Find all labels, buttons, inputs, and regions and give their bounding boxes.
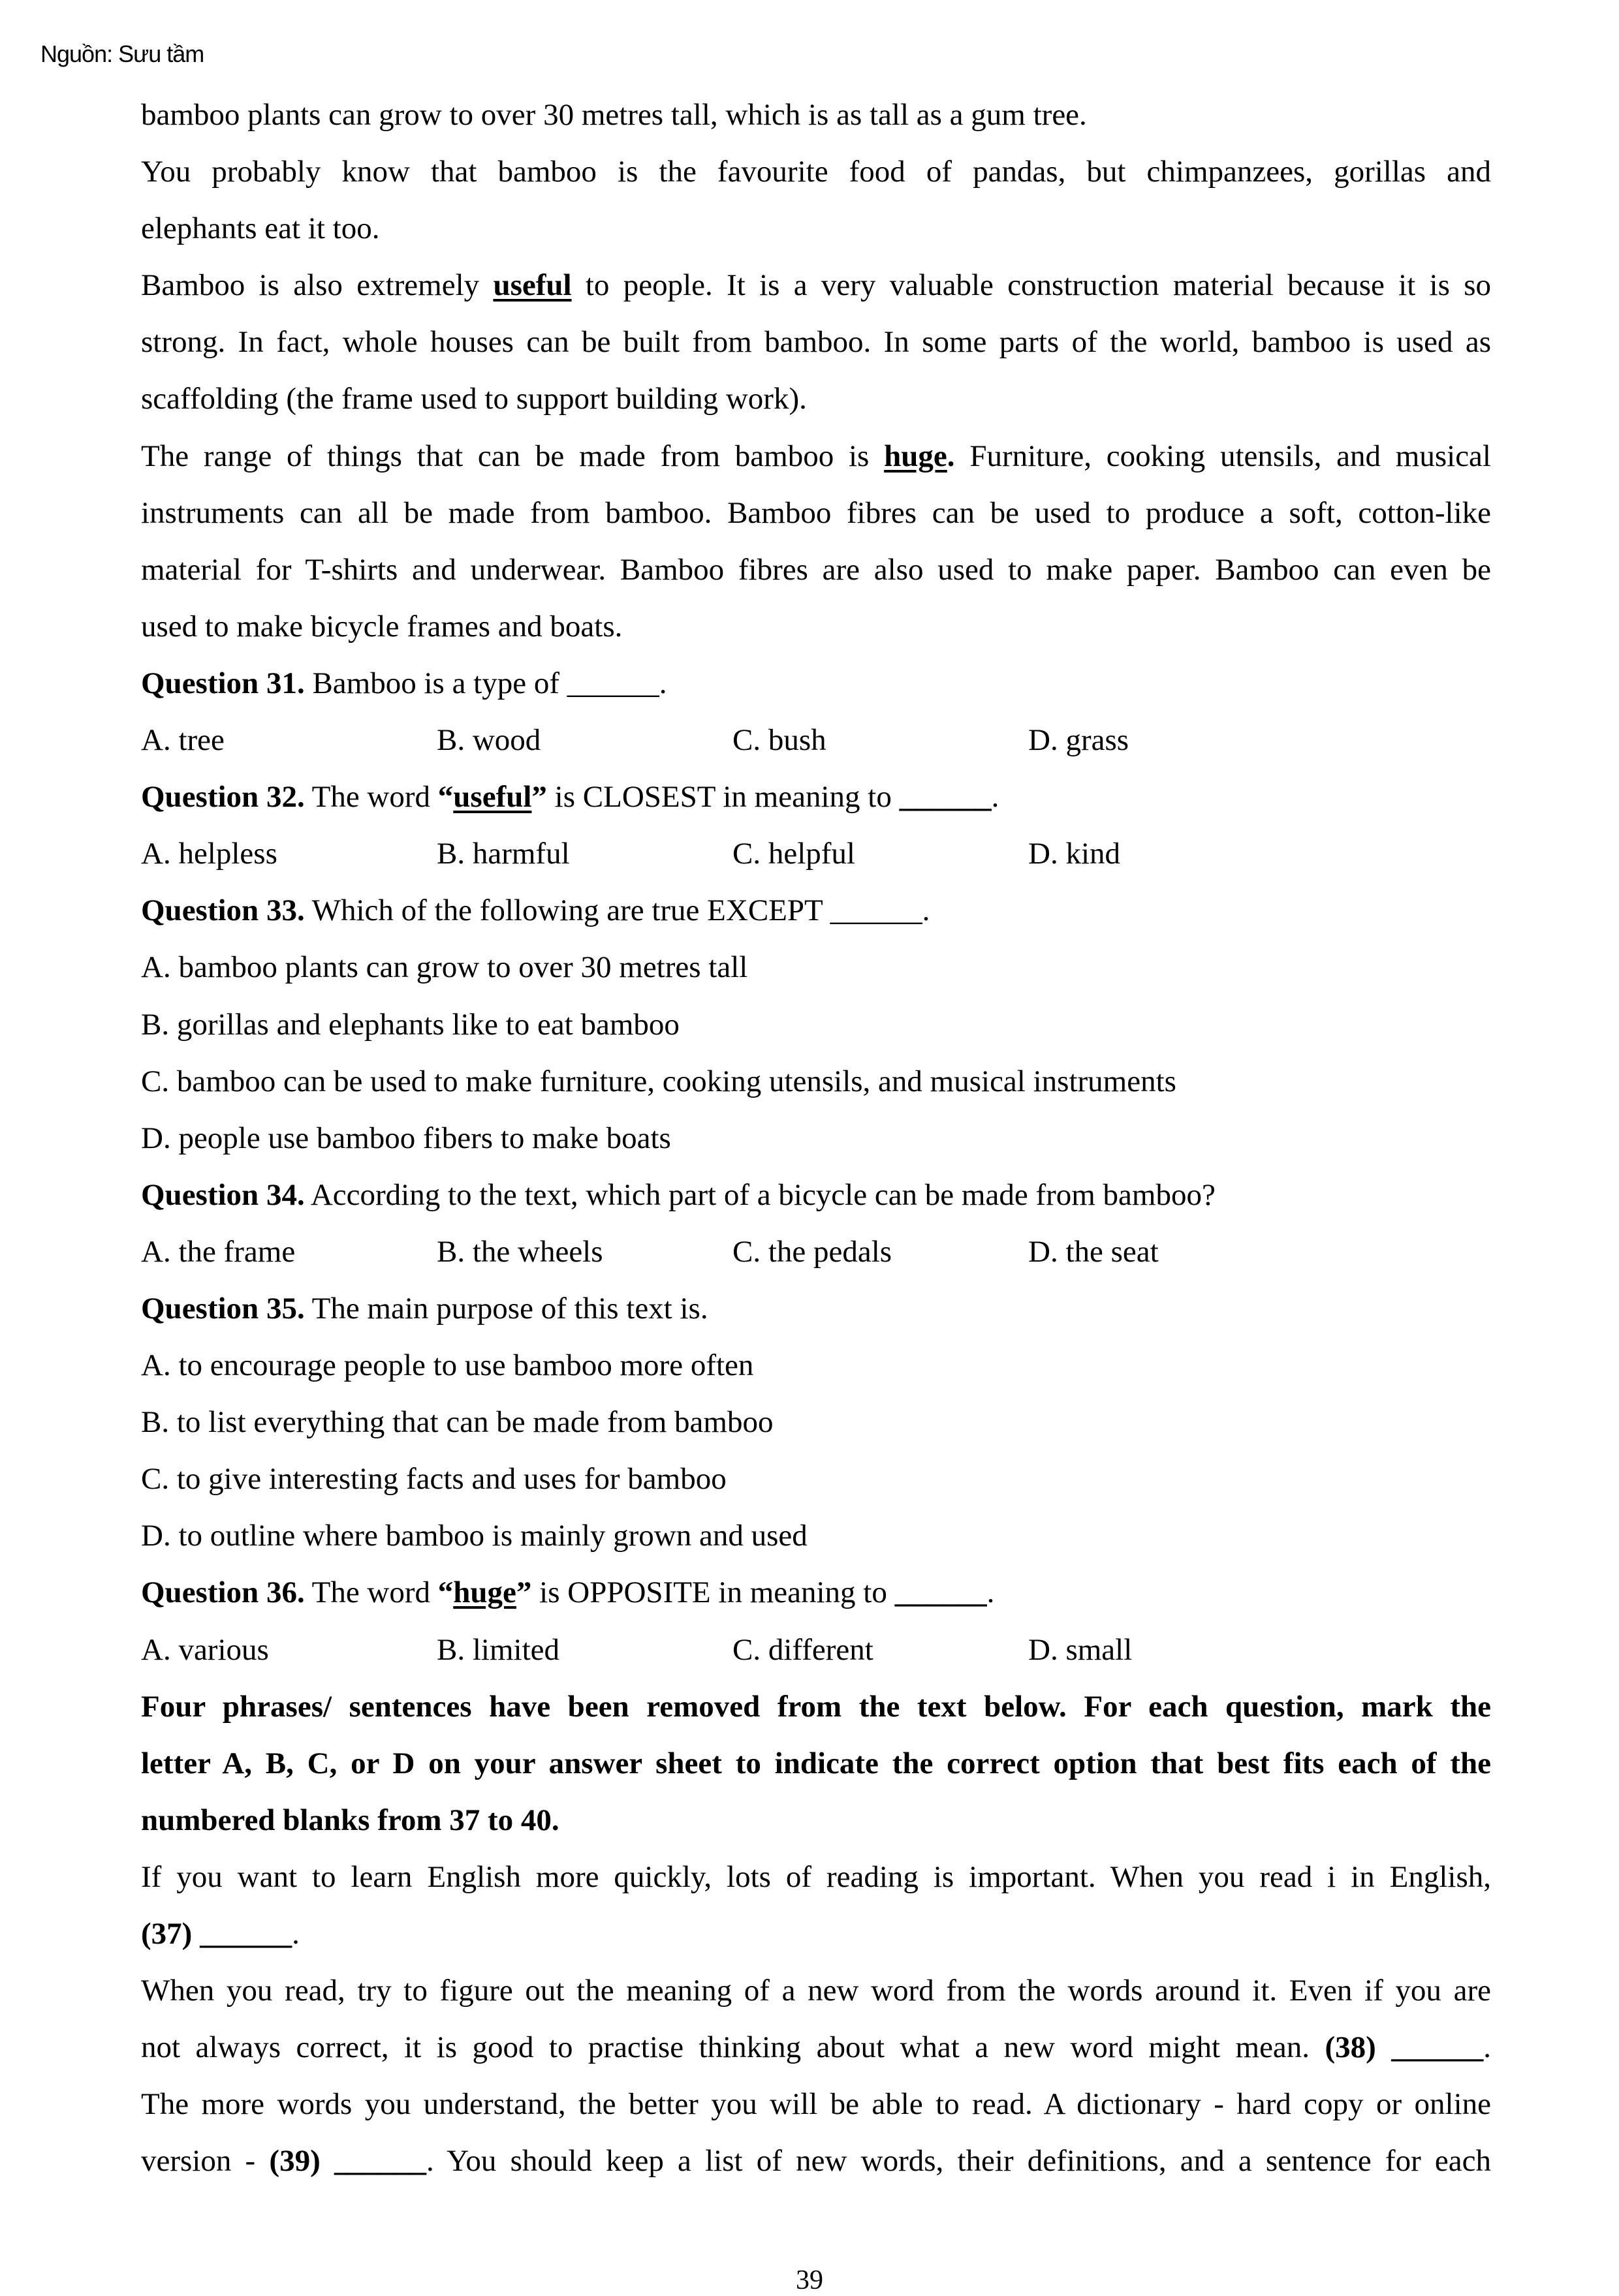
text-line (141, 2076, 1491, 2133)
text-segment: The range of things that can be made from bamboo is (141, 439, 885, 473)
text-segment: . (986, 1575, 995, 1610)
text-segment: ” (531, 780, 547, 814)
text-segment: Question 31. (141, 666, 305, 700)
text-line (141, 1564, 1491, 1621)
text-segment: strong. In fact, whole houses can be built from bamboo. In some parts of the world, bamboo is used as (141, 325, 1491, 360)
text-line (141, 1849, 1491, 1906)
text-segment: ______ (200, 1917, 292, 1951)
text-segment: Which of the following are true EXCEPT ______. (304, 893, 930, 928)
text-segment (192, 1917, 200, 1951)
text-segment: Question 36. (141, 1575, 305, 1610)
text-segment: Question 35. (141, 1291, 305, 1326)
text-line (141, 1735, 1491, 1792)
text-line (141, 87, 1491, 144)
text-segment: version - (141, 2144, 270, 2179)
text-segment: instruments can all be made from bamboo. Bamboo fibres can be used to produce a soft, cotton-like (141, 495, 1491, 530)
answer-option: D. the seat (1028, 1234, 1159, 1269)
text-segment: ______ (1391, 2030, 1484, 2065)
text-line (141, 1451, 1491, 1508)
text-line (141, 485, 1491, 542)
text-segment: The main purpose of this text is. (304, 1291, 708, 1326)
text-segment: B. to list everything that can be made from bamboo (141, 1405, 774, 1440)
text-segment: Four phrases/ sentences have been removed from the text below. For each question, mark the (141, 1689, 1491, 1724)
text-line (141, 1280, 1491, 1337)
text-segment: (38) (1325, 2030, 1376, 2065)
text-segment: C. bamboo can be used to make furniture, cooking utensils, and musical instruments (141, 1064, 1176, 1098)
text-segment: ______ (894, 1575, 987, 1610)
answer-options-row (141, 712, 1491, 769)
text-segment: letter A, B, C, or D on your answer sheet to indicate the correct option that best fits each of the (141, 1746, 1491, 1780)
text-line (141, 257, 1491, 314)
text-segment: . (1483, 2030, 1492, 2065)
text-line (141, 1792, 1491, 1849)
text-segment: useful (493, 268, 572, 303)
text-segment: is CLOSEST in meaning to (546, 780, 900, 814)
text-line (141, 1508, 1491, 1564)
text-segment: ______ (899, 780, 992, 814)
text-segment: scaffolding (the frame used to support building work). (141, 382, 807, 416)
text-line (141, 1906, 1491, 1962)
page-number: 39 (796, 2265, 823, 2295)
text-line (141, 371, 1491, 427)
text-line (141, 769, 1491, 826)
text-segment: material for T-shirts and underwear. Bamboo fibres are also used to make paper. Bamboo can even be (141, 552, 1491, 587)
text-segment: huge (884, 439, 947, 473)
answer-option: B. wood (437, 723, 541, 758)
text-segment: C. to give interesting facts and uses for bamboo (141, 1462, 727, 1497)
answer-option: A. various (141, 1632, 269, 1667)
text-segment: “ (437, 1575, 454, 1610)
text-segment: B. gorillas and elephants like to eat bamboo (141, 1007, 680, 1042)
text-line (141, 2133, 1491, 2190)
document-body (141, 87, 1491, 2190)
text-segment (1376, 2030, 1391, 2064)
text-segment: The word (304, 1575, 438, 1610)
text-segment: Furniture, cooking utensils, and musical (954, 439, 1491, 473)
text-segment: . (991, 780, 999, 814)
text-segment: not always correct, it is good to practise thinking about what a new word might mean. (141, 2030, 1325, 2065)
answer-options-row (141, 1224, 1491, 1280)
text-segment: huge (453, 1575, 516, 1610)
answer-options-row (141, 1622, 1491, 1679)
answer-option: C. bush (732, 723, 826, 758)
text-segment: (37) (141, 1917, 193, 1951)
text-line (141, 2019, 1491, 2076)
text-line (141, 939, 1491, 996)
text-segment: ______ (334, 2144, 426, 2179)
text-line (141, 598, 1491, 655)
text-segment: Question 32. (141, 780, 305, 814)
answer-options-row (141, 826, 1491, 882)
text-segment: The word (304, 780, 438, 814)
answer-option: A. helpless (141, 837, 277, 871)
text-segment: You probably know that bamboo is the favourite food of pandas, but chimpanzees, gorillas and (141, 155, 1491, 189)
text-segment: Question 33. (141, 893, 305, 928)
text-line (141, 882, 1491, 939)
text-segment: When you read, try to figure out the meaning of a new word from the words around it. Even if you are (141, 1974, 1491, 2008)
text-segment: . (947, 439, 955, 473)
text-segment (321, 2144, 334, 2178)
text-segment: bamboo plants can grow to over 30 metres tall, which is as tall as a gum tree. (141, 98, 1087, 132)
text-line (141, 1394, 1491, 1451)
answer-option: D. kind (1028, 837, 1120, 871)
text-line (141, 1053, 1491, 1110)
text-segment: . You should keep a list of new words, their definitions, and a sentence for each (426, 2144, 1491, 2179)
answer-option: B. harmful (437, 837, 570, 871)
text-segment: . (292, 1917, 300, 1951)
text-line (141, 655, 1491, 712)
text-segment: to people. It is a very valuable construction material because it is so (571, 268, 1491, 303)
text-segment: Bamboo is a type of ______. (304, 666, 667, 700)
text-segment: D. people use bamboo fibers to make boats (141, 1121, 671, 1155)
text-segment: D. to outline where bamboo is mainly grown and used (141, 1519, 808, 1553)
text-segment: (39) (269, 2144, 321, 2179)
text-segment: ” (516, 1575, 532, 1610)
text-line (141, 428, 1491, 485)
text-segment: Bamboo is also extremely (141, 268, 494, 303)
text-segment: A. bamboo plants can grow to over 30 metres tall (141, 950, 748, 985)
answer-option: D. grass (1028, 723, 1129, 758)
answer-option: B. the wheels (437, 1234, 603, 1269)
text-segment: According to the text, which part of a bicycle can be made from bamboo? (304, 1177, 1216, 1212)
answer-option: C. different (732, 1632, 873, 1667)
text-line (141, 1110, 1491, 1167)
answer-option: A. the frame (141, 1234, 296, 1269)
answer-option: C. helpful (732, 837, 855, 871)
answer-option: B. limited (437, 1632, 559, 1667)
source-header: Nguồn: Sưu tầm (40, 40, 204, 67)
text-line (141, 314, 1491, 371)
text-line (141, 200, 1491, 257)
text-segment: The more words you understand, the better you will be able to read. A dictionary - hard copy or online (141, 2087, 1491, 2122)
text-line (141, 1337, 1491, 1394)
text-segment: A. to encourage people to use bamboo more often (141, 1348, 754, 1383)
text-segment: If you want to learn English more quickly, lots of reading is important. When you read i in English, (141, 1859, 1491, 1894)
text-line (141, 997, 1491, 1053)
text-segment: “ (437, 780, 454, 814)
text-line (141, 1679, 1491, 1735)
answer-option: C. the pedals (732, 1234, 892, 1269)
answer-option: A. tree (141, 723, 225, 758)
text-line (141, 1962, 1491, 2019)
text-segment: numbered blanks from 37 to 40. (141, 1803, 559, 1837)
text-segment: useful (453, 780, 532, 814)
text-line (141, 1167, 1491, 1224)
text-segment: elephants eat it too. (141, 211, 380, 246)
answer-option: D. small (1028, 1632, 1133, 1667)
text-segment: Question 34. (141, 1177, 305, 1212)
text-line (141, 542, 1491, 598)
text-line (141, 144, 1491, 200)
text-segment: used to make bicycle frames and boats. (141, 609, 623, 644)
text-segment: is OPPOSITE in meaning to (531, 1575, 895, 1610)
